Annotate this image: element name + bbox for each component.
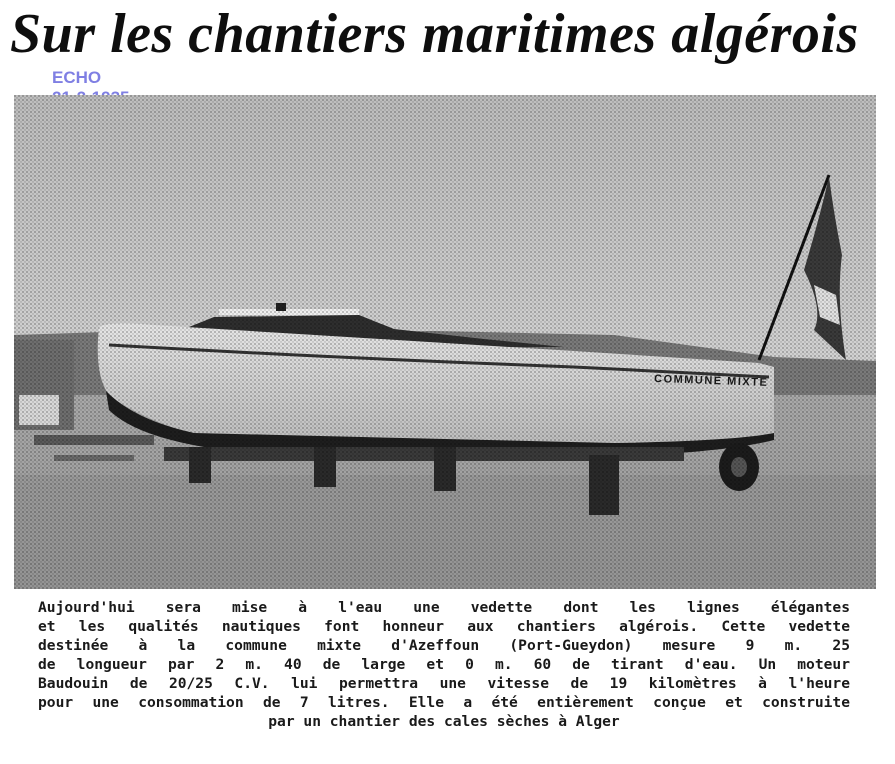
caption-line: de longueur par 2 m. 40 de large et 0 m. 60 de tirant d'eau. Un moteur (38, 656, 850, 673)
caption-line: Baudouin de 20/25 C.V. lui permettra une vitesse de 19 kilomètres à l'heure (38, 675, 850, 692)
boat-photo-illustration (14, 95, 876, 589)
headline: Sur les chantiers maritimes algérois (10, 3, 859, 65)
caption-line: et les qualités nautiques font honneur aux chantiers algérois. Cette vedette (38, 618, 850, 635)
caption-line: destinée à la commune mixte d'Azeffoun (Port-Gueydon) mesure 9 m. 25 (38, 637, 850, 654)
boat-photo (14, 95, 876, 589)
stamp-paper-name: ECHO (52, 68, 102, 87)
caption-line: Aujourd'hui sera mise à l'eau une vedette dont les lignes élégantes (38, 599, 850, 616)
caption-line: pour une consommation de 7 litres. Elle a été entièrement conçue et construite (38, 694, 850, 711)
caption-line: par un chantier des cales sèches à Alger (268, 713, 620, 730)
photo-caption (38, 598, 850, 731)
